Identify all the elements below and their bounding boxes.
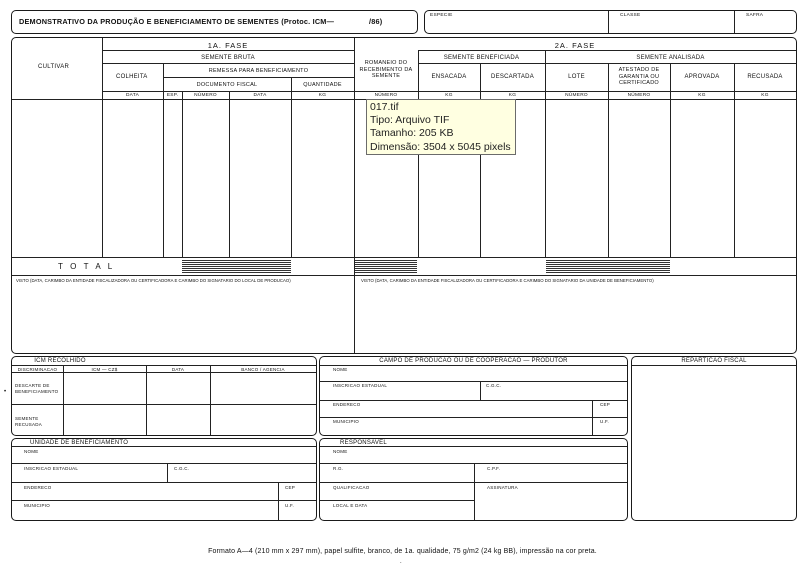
tooltip-dimensao: Dimensão: 3504 x 5045 pixels xyxy=(370,140,511,153)
sub-colheita-data: DATA xyxy=(125,93,140,98)
responsavel-rg-label: R.G. xyxy=(333,466,344,471)
campo-cgc-label: C.G.C. xyxy=(486,383,502,388)
responsavel-local-data-label: LOCAL E DATA xyxy=(333,503,368,508)
reparticao-box xyxy=(631,356,797,521)
row-line xyxy=(102,50,354,51)
row-line xyxy=(12,275,796,276)
sub-descartada-kg: KG xyxy=(508,93,517,98)
row-line xyxy=(12,500,316,501)
campo-inscricao-label: INSCRICAO ESTADUAL xyxy=(333,383,388,388)
unidade-box xyxy=(11,438,317,521)
cultivar-label: CULTIVAR xyxy=(38,64,70,70)
col-line xyxy=(592,400,593,435)
col-line xyxy=(167,463,168,482)
descarte-label: DESCARTE DE BENEFICIAMENTO xyxy=(15,383,59,394)
sub-quantidade-kg: KG xyxy=(318,93,327,98)
row-line xyxy=(163,77,354,78)
col-line xyxy=(229,91,230,257)
divider xyxy=(734,11,735,33)
sub-atestado-numero: NÚMERO xyxy=(627,93,651,98)
tooltip-tamanho: Tamanho: 205 KB xyxy=(370,127,454,140)
col-line xyxy=(146,365,147,435)
sub-doc-data: DATA xyxy=(253,93,267,98)
unidade-nome-label: NOME xyxy=(24,449,39,454)
documento-fiscal-label: DOCUMENTO FISCAL xyxy=(196,82,258,88)
row-line xyxy=(12,404,316,405)
quantidade-label: QUANTIDADE xyxy=(303,82,342,88)
row-line xyxy=(102,63,354,64)
ensacada-label: ENSACADA xyxy=(431,74,467,80)
col-line xyxy=(210,365,211,435)
row-line xyxy=(12,482,316,483)
header-info-box xyxy=(424,10,797,34)
file-info-tooltip xyxy=(366,99,516,155)
row-line xyxy=(320,500,474,501)
footer-note: Formato A—4 (210 mm x 297 mm), papel sulfite, branco, de 1a. qualidade, 75 g/m2 (24 kg BB), impressão na cor preta. xyxy=(208,548,597,555)
unidade-cep-label: CEP xyxy=(285,485,296,490)
responsavel-qualificacao-label: QUALIFICACAO xyxy=(333,485,370,490)
sub-lote-numero: NÚMERO xyxy=(565,93,588,98)
row-line xyxy=(418,50,796,51)
fase2-label: 2A. FASE xyxy=(554,41,596,50)
row-line xyxy=(418,63,796,64)
tooltip-tipo: Tipo: Arquivo TIF xyxy=(370,114,450,127)
lote-label: LOTE xyxy=(568,74,585,80)
row-line xyxy=(320,365,627,366)
total-hatch xyxy=(355,259,417,273)
campo-municipio-label: MUNICIPIO xyxy=(333,419,360,424)
descartada-label: DESCARTADA xyxy=(491,74,534,80)
tooltip-filename: 017.tif xyxy=(370,101,399,113)
unidade-title: UNIDADE DE BENEFICIAMENTO xyxy=(30,440,129,446)
footer-mark: . xyxy=(400,559,402,565)
campo-nome-label: NOME xyxy=(333,367,348,372)
romaneio-label: ROMANEIO DO RECEBIMENTO DA SEMENTE xyxy=(359,60,413,79)
aprovada-label: APROVADA xyxy=(684,74,720,80)
campo-endereco-label: ENDERECO xyxy=(333,402,361,407)
row-line xyxy=(320,446,627,447)
safra-label: SAFRA xyxy=(746,13,764,18)
divider xyxy=(608,11,609,33)
icm-data-label: DATA xyxy=(171,367,185,372)
colheita-label: COLHEITA xyxy=(116,74,148,80)
production-table xyxy=(11,37,797,354)
bullet-mark: • xyxy=(4,389,7,395)
col-line xyxy=(63,365,64,435)
unidade-endereco-label: ENDERECO xyxy=(24,485,52,490)
row-line xyxy=(320,417,627,418)
col-line xyxy=(480,381,481,400)
total-label: T O T A L xyxy=(58,262,115,271)
unidade-inscricao-label: INSCRICAO ESTADUAL xyxy=(24,466,79,471)
icm-czs-label: ICM — CZ$ xyxy=(91,367,118,372)
fase1-label: 1A. FASE xyxy=(207,41,249,50)
total-hatch xyxy=(546,259,670,273)
sub-esp: ESP. xyxy=(166,93,179,98)
campo-cep-label: CEP xyxy=(600,402,611,407)
row-line xyxy=(12,365,316,366)
visto-right-label: VISTO (DATA, CARIMBO DA ENTIDADE FISCALIZADORA OU CERTIFICADORA E CARIMBO DO SIGNATARIO DA UNIDADE DE BENEFICIAMENTO) xyxy=(361,278,654,283)
col-line xyxy=(474,463,475,520)
col-line xyxy=(182,91,183,257)
row-line xyxy=(12,257,796,258)
form-title-year: /86) xyxy=(369,17,383,26)
col-line xyxy=(102,38,103,257)
total-hatch xyxy=(182,259,291,273)
responsavel-title: RESPONSAVEL xyxy=(340,440,387,446)
semente-beneficiada-label: SEMENTE BENEFICIADA xyxy=(443,55,520,61)
row-line xyxy=(12,463,316,464)
icm-title: ICM RECOLHIDO xyxy=(34,358,86,364)
responsavel-assinatura-label: ASSINATURA xyxy=(487,485,518,490)
sub-aprovada-kg: KG xyxy=(698,93,706,98)
sub-doc-numero: NÚMERO xyxy=(194,93,217,98)
campo-box xyxy=(319,356,628,436)
responsavel-cpf-label: C.P.F. xyxy=(487,466,501,471)
unidade-cgc-label: C.G.C. xyxy=(174,466,190,471)
remessa-label: REMESSA PARA BENEFICIAMENTO xyxy=(208,68,309,74)
semente-bruta-label: SEMENTE BRUTA xyxy=(201,55,255,61)
row-line xyxy=(632,365,796,366)
row-line xyxy=(12,446,316,447)
especie-label: ESPECIE xyxy=(430,13,453,18)
campo-uf-label: U.F. xyxy=(600,419,610,424)
classe-label: CLASSE xyxy=(620,13,641,18)
row-line xyxy=(102,91,796,92)
semente-recusada-label: SEMENTE RECUSADA xyxy=(15,416,43,427)
campo-title: CAMPO DE PRODUCAO OU DE COOPERACAO — PRODUTOR xyxy=(379,358,568,364)
sub-ensacada-kg: KG xyxy=(445,93,453,98)
col-line xyxy=(278,482,279,520)
responsavel-nome-label: NOME xyxy=(333,449,348,454)
form-title: DEMONSTRATIVO DA PRODUÇÃO E BENEFICIAMENTO DE SEMENTES (Protoc. ICM— xyxy=(19,17,335,26)
sub-romaneio-numero: NÚMERO xyxy=(374,93,398,98)
unidade-uf-label: U.F. xyxy=(285,503,295,508)
row-line xyxy=(320,381,627,382)
unidade-municipio-label: MUNICIPIO xyxy=(24,503,51,508)
discriminacao-label: DISCRIMINACAO xyxy=(17,367,58,372)
sub-recusada-kg: KG xyxy=(761,93,769,98)
col-line xyxy=(291,77,292,257)
recusada-label: RECUSADA xyxy=(747,74,783,80)
atestado-label: ATESTADO DE GARANTIA OU CERTIFICADO xyxy=(618,67,660,86)
col-line xyxy=(545,50,546,257)
banco-label: BANCO / AGENCIA xyxy=(241,367,285,372)
col-line xyxy=(354,38,355,353)
reparticao-title: REPARTICAO FISCAL xyxy=(681,358,747,364)
visto-left-label: VISTO (DATA, CARIMBO DA ENTIDADE FISCALIZADORA OU CERTIFICADORA E CARIMBO DO SIGNATARIO DO LOCAL DE PRODUCAO) xyxy=(16,278,291,283)
row-line xyxy=(12,372,316,373)
row-line xyxy=(320,400,627,401)
semente-analisada-label: SEMENTE ANALISADA xyxy=(636,55,705,61)
